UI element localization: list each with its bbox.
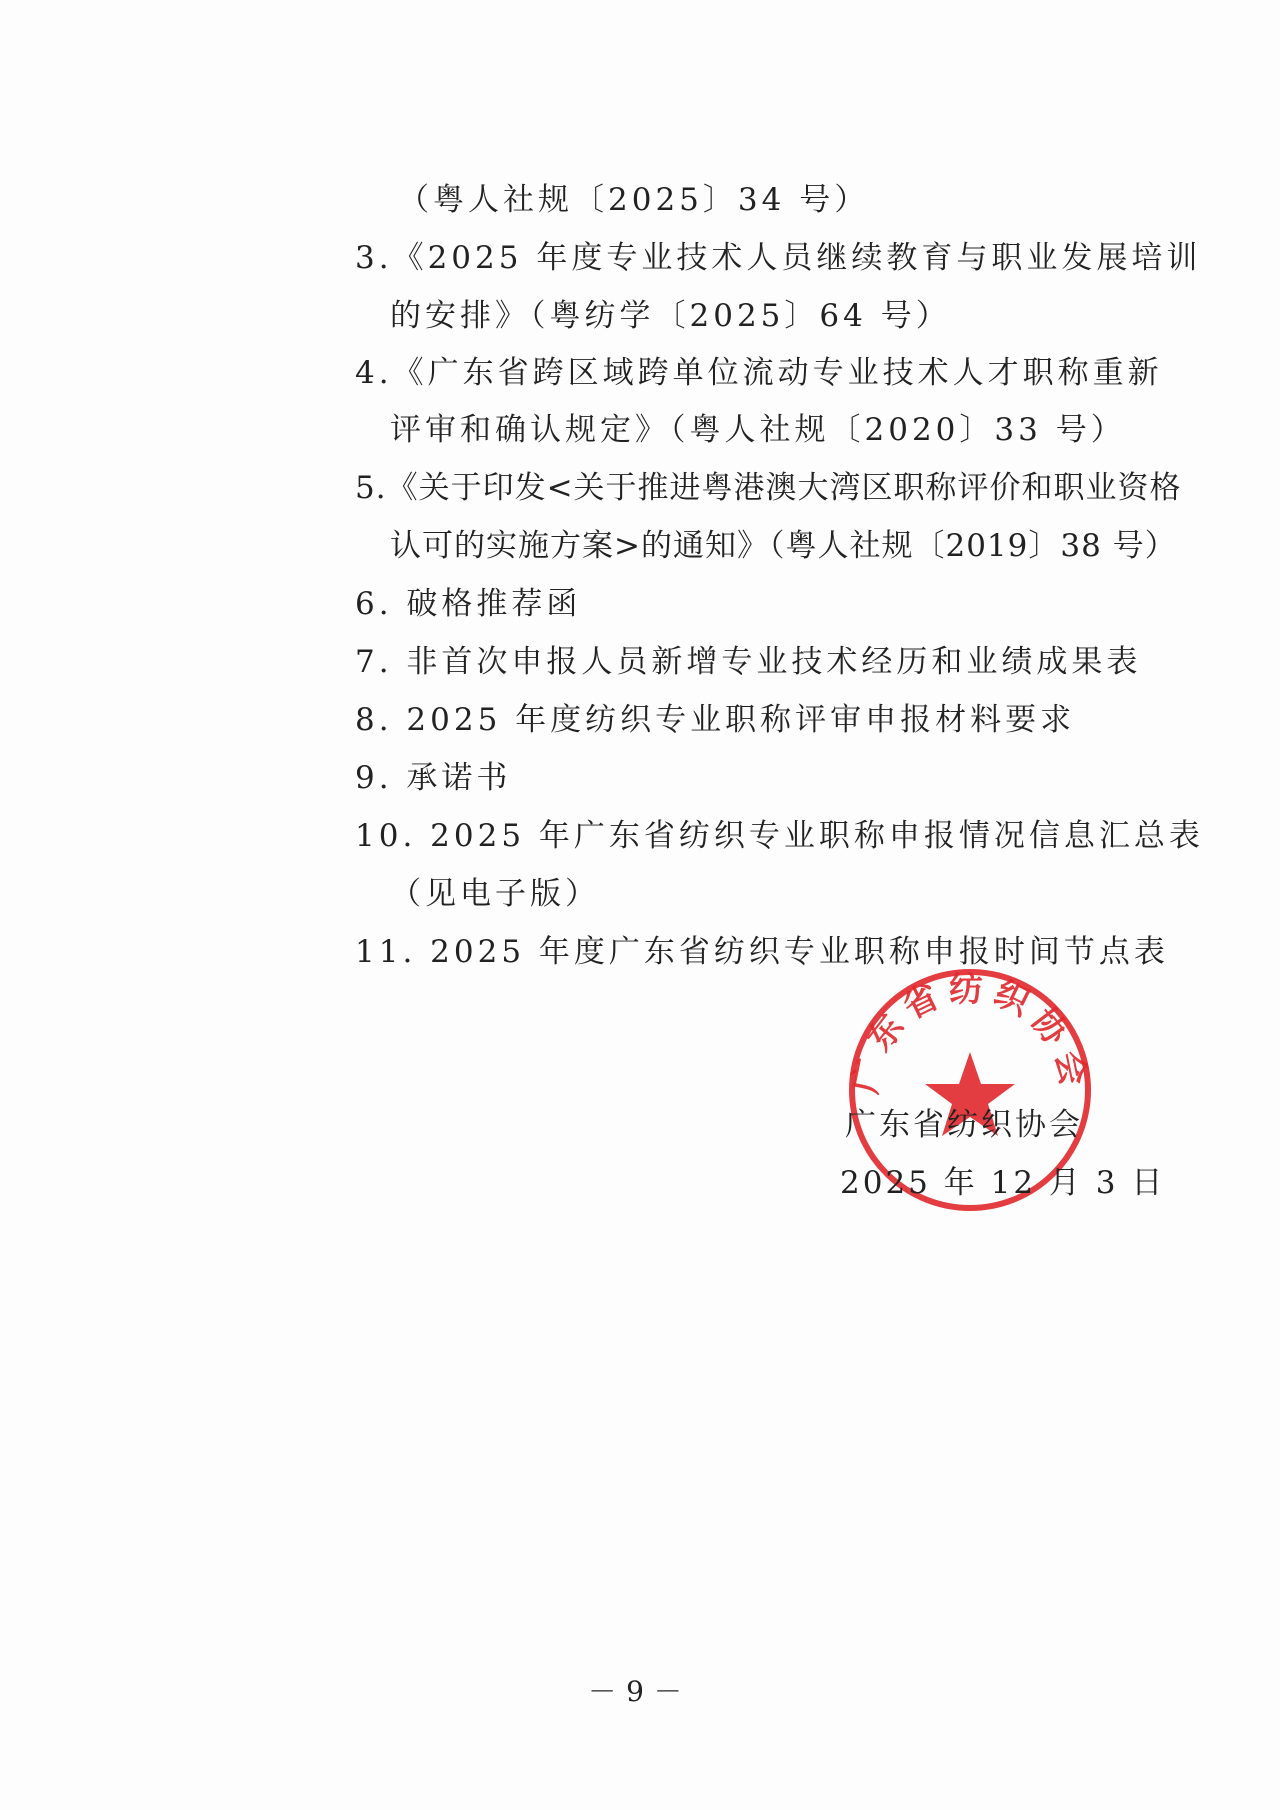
list-item-3: 3.《2025 年度专业技术人员继续教育与职业发展培训 bbox=[355, 240, 1202, 276]
signature-organization: 广东省纺织协会 bbox=[845, 1107, 1083, 1143]
list-item-8: 8. 2025 年度纺织专业职称评审申报材料要求 bbox=[355, 702, 1076, 738]
list-item-11: 11. 2025 年度广东省纺织专业职称申报时间节点表 bbox=[355, 934, 1169, 970]
list-item-continuation: 的安排》（粤纺学〔2025〕64 号） bbox=[390, 298, 951, 334]
list-item-continuation: 认可的实施方案>的通知》（粤人社规〔2019〕38 号） bbox=[390, 528, 1177, 564]
list-item-continuation: （粤人社规〔2025〕34 号） bbox=[398, 182, 870, 218]
list-item-continuation: 评审和确认规定》（粤人社规〔2020〕33 号） bbox=[390, 412, 1126, 448]
list-item-10: 10. 2025 年广东省纺织专业职称申报情况信息汇总表 bbox=[355, 818, 1204, 854]
list-item-7: 7. 非首次申报人员新增专业技术经历和业绩成果表 bbox=[355, 644, 1142, 680]
seal-text: 广东省纺织协会 bbox=[845, 969, 1095, 1097]
list-item-5: 5.《关于印发<关于推进粤港澳大湾区职称评价和职业资格 bbox=[355, 470, 1182, 506]
list-item-9: 9. 承诺书 bbox=[355, 760, 512, 796]
list-item-continuation: （见电子版） bbox=[390, 876, 600, 912]
page-number: －9－ bbox=[588, 1675, 692, 1708]
signature-date: 2025 年 12 月 3 日 bbox=[840, 1165, 1166, 1201]
list-item-6: 6. 破格推荐函 bbox=[355, 586, 582, 622]
list-item-4: 4.《广东省跨区域跨单位流动专业技术人才职称重新 bbox=[355, 355, 1163, 391]
